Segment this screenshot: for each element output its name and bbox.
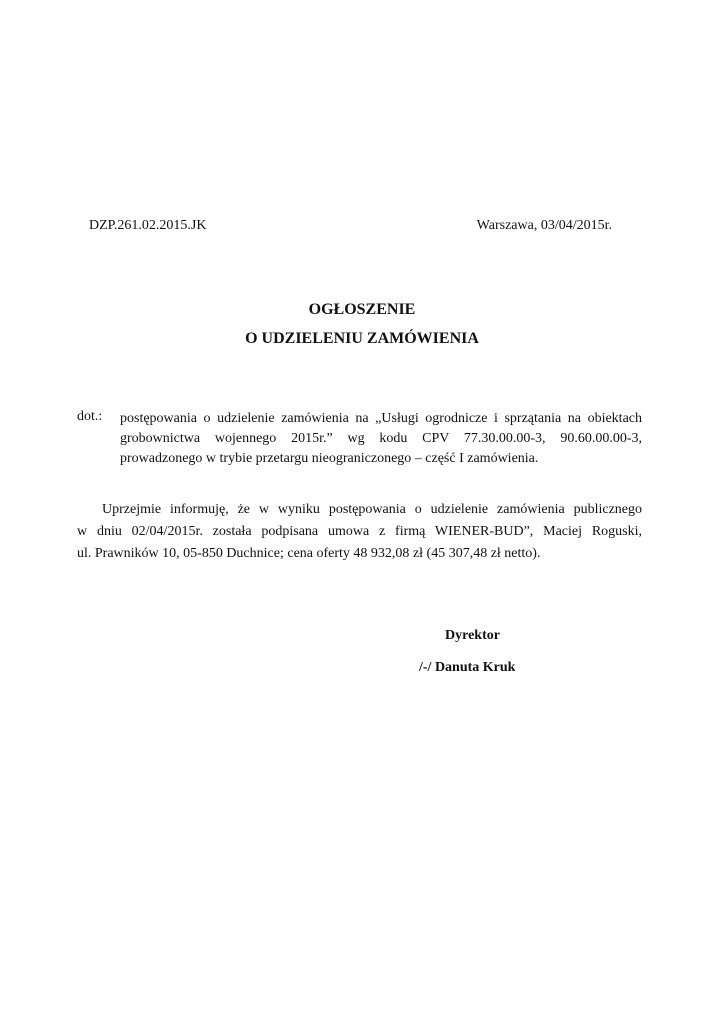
document-subtitle: O UDZIELENIU ZAMÓWIENIA: [245, 330, 479, 347]
document-title: OGŁOSZENIE: [308, 301, 416, 318]
body-line: Uprzejmie informuję, że w wyniku postępowania o udzielenie zamówienia publicznego: [102, 502, 642, 517]
body-line: w dniu 02/04/2015r. została podpisana umowa z firmą WIENER-BUD”, Maciej Roguski,: [77, 524, 642, 539]
place-and-date: Warszawa, 03/04/2015r.: [476, 218, 612, 233]
subject-line: postępowania o udzielenie zamówienia na „Usługi ogrodnicze i sprzątania na obiektach: [120, 411, 642, 426]
signatory-title: Dyrektor: [445, 628, 500, 643]
subject-label: dot.:: [77, 409, 103, 424]
body-line: ul. Prawników 10, 05-850 Duchnice; cena oferty 48 932,08 zł (45 307,48 zł netto).: [77, 546, 541, 561]
subject-line: grobownictwa wojennego 2015r.” wg kodu CPV 77.30.00.00-3, 90.60.00.00-3,: [120, 431, 642, 446]
subject-line: prowadzonego w trybie przetargu nieograniczonego – część I zamówienia.: [120, 451, 539, 466]
reference-number: DZP.261.02.2015.JK: [89, 218, 207, 233]
signatory-name: /-/ Danuta Kruk: [419, 660, 516, 675]
subject-text: [120, 409, 642, 469]
body-paragraph: [77, 499, 642, 565]
